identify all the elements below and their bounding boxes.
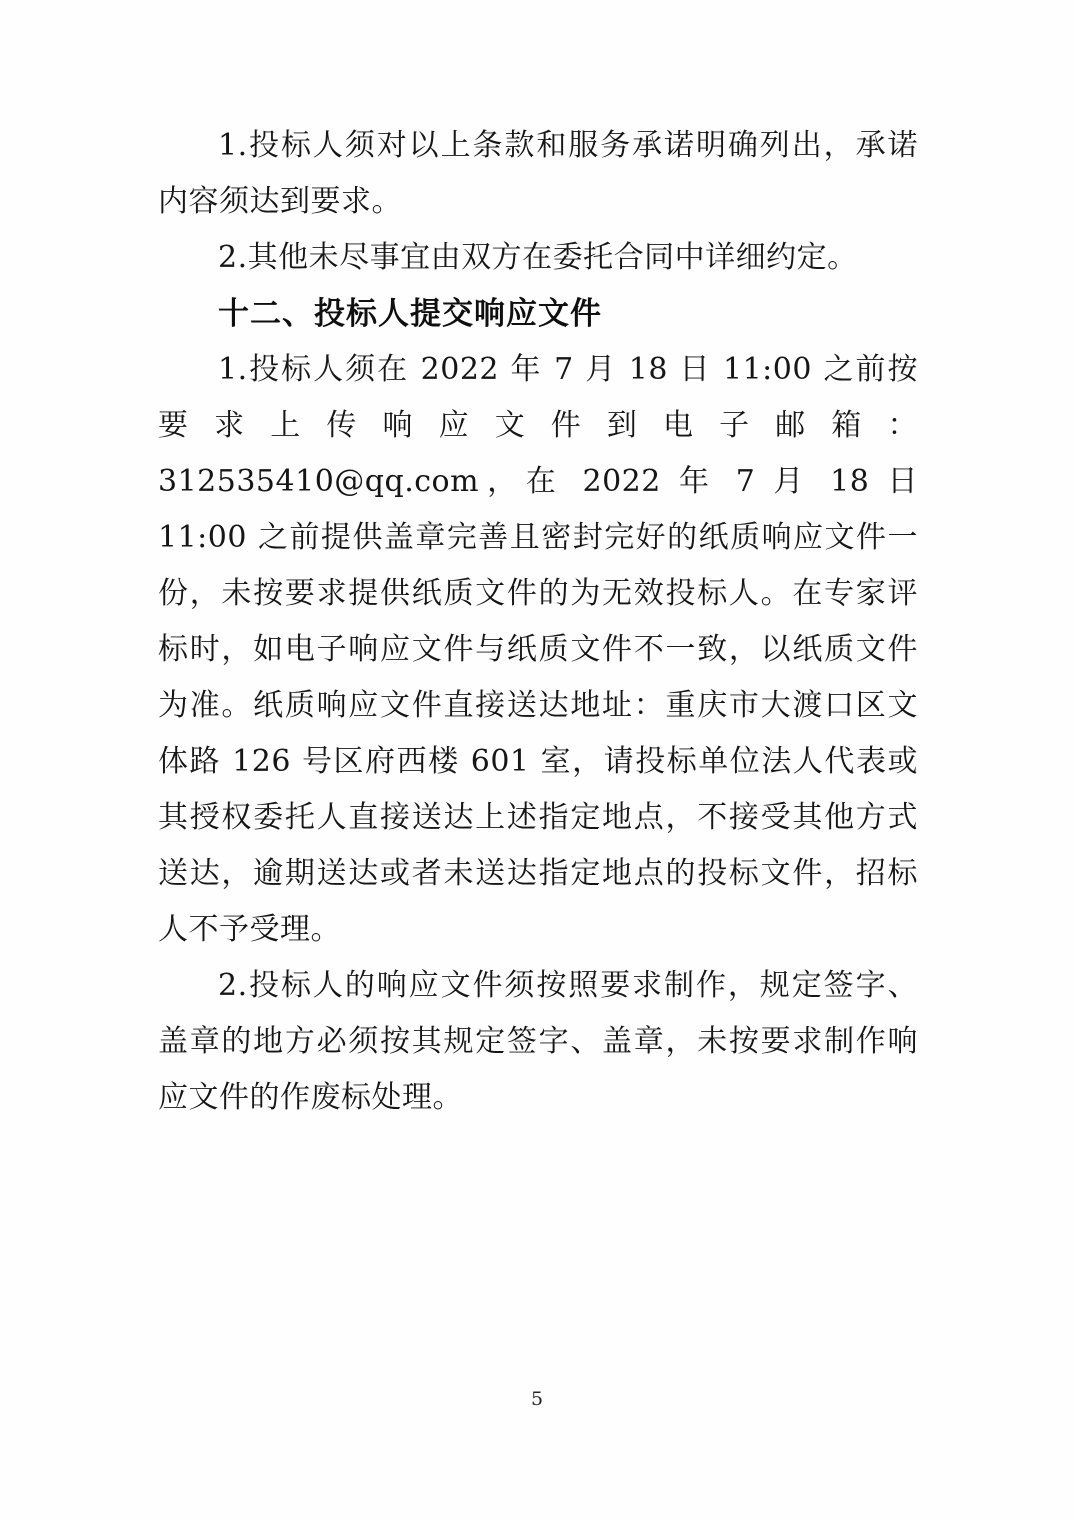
page-number: 5 — [530, 1388, 544, 1410]
paragraph-item-2-other-matters: 2.其他未尽事宜由双方在委托合同中详细约定。 — [218, 240, 858, 275]
paragraph-item-1-commitment: 1.投标人须对以上条款和服务承诺明确列出，承诺内容须达到要求。 — [158, 128, 918, 219]
section-heading: 十二、投标人提交响应文件 — [218, 296, 602, 332]
document-body — [158, 118, 918, 1126]
paragraph-submission-item-1: 1.投标人须在 2022 年 7 月 18 日 11:00 之前按要求上传响应文件到电子邮箱：312535410@qq.com，在 2022 年 7 月 18 日 11:00 之前提供盖章完善且密封完好的纸质响应文件一份，未按要求提供纸质文件的为无效投标人。在专家评标时，如电子响应文件与纸质文件不一致，以纸质文件为准。纸质响应文件直接送达地址：重庆市大渡口区文体路 126 号区府西楼 601 室，请投标单位法人代表或其授权委托人直接送达上述指定地点，不接受其他方式送达，逾期送达或者未送达指定地点的投标文件，招标人不予受理。 — [158, 352, 918, 947]
paragraph-submission-item-2: 2.投标人的响应文件须按照要求制作，规定签字、盖章的地方必须按其规定签字、盖章，未按要求制作响应文件的作废标处理。 — [158, 968, 918, 1115]
